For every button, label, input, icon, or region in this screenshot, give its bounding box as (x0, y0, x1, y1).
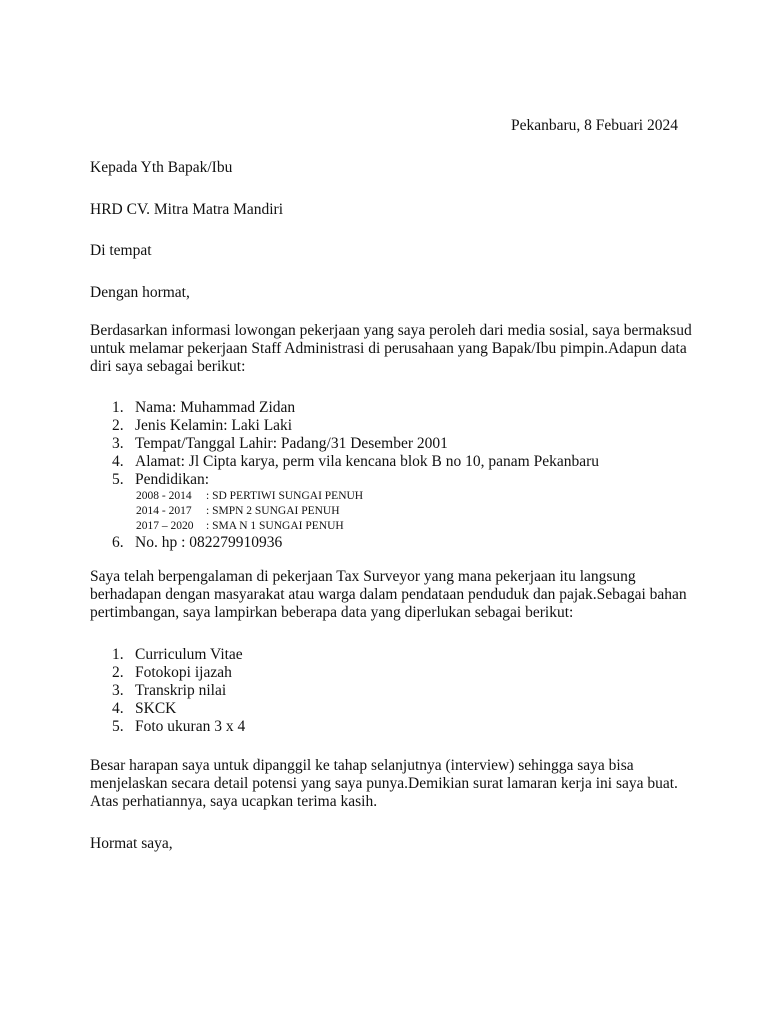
education-years: 2017 – 2020 (136, 520, 194, 532)
personal-education-label: Pendidikan: (135, 471, 210, 488)
list-number: 2. (112, 417, 124, 434)
attachment-item: SKCK (135, 700, 177, 717)
personal-phone: No. hp : 082279910936 (135, 534, 283, 551)
recipient-location: Di tempat (90, 242, 152, 259)
attachment-item: Curriculum Vitae (135, 646, 243, 663)
personal-address: Alamat: Jl Cipta karya, perm vila kencana blok B no 10, panam Pekanbaru (135, 453, 600, 470)
education-years: 2014 - 2017 (136, 505, 192, 517)
list-number: 3. (112, 682, 124, 699)
personal-birth: Tempat/Tanggal Lahir: Padang/31 Desember 2001 (135, 435, 448, 452)
attachment-item: Fotokopi ijazah (135, 664, 232, 681)
experience-paragraph (90, 568, 690, 622)
education-years: 2008 - 2014 (136, 490, 192, 502)
intro-paragraph (90, 322, 690, 376)
list-number: 1. (112, 646, 124, 663)
attachment-item: Foto ukuran 3 x 4 (135, 718, 246, 735)
closing-line: Besar harapan saya untuk dipanggil ke tahap selanjutnya (interview) sehingga saya bisa (90, 757, 634, 774)
signoff: Hormat saya, (90, 835, 173, 852)
intro-line: diri saya sebagai berikut: (90, 358, 246, 375)
list-number: 1. (112, 399, 124, 416)
education-school: : SMPN 2 SUNGAI PENUH (206, 505, 340, 517)
greeting: Dengan hormat, (90, 284, 190, 301)
list-number: 2. (112, 664, 124, 681)
list-number: 5. (112, 718, 124, 735)
list-number: 5. (112, 471, 124, 488)
intro-line: Berdasarkan informasi lowongan pekerjaan yang saya peroleh dari media sosial, saya bermaksud (90, 322, 692, 339)
attachment-item: Transkrip nilai (135, 682, 227, 699)
experience-line: Saya telah berpengalaman di pekerjaan Tax Surveyor yang mana pekerjaan itu langsung (90, 568, 636, 585)
list-number: 3. (112, 435, 124, 452)
experience-line: pertimbangan, saya lampirkan beberapa data yang diperlukan sebagai berikut: (90, 604, 574, 621)
list-number: 6. (112, 534, 124, 551)
recipient-line-1: Kepada Yth Bapak/Ibu (90, 159, 233, 176)
education-school: : SMA N 1 SUNGAI PENUH (206, 520, 344, 532)
closing-paragraph (90, 757, 690, 811)
letter-date: Pekanbaru, 8 Febuari 2024 (510, 117, 678, 134)
closing-line: Atas perhatiannya, saya ucapkan terima kasih. (90, 793, 378, 810)
experience-line: berhadapan dengan masyarakat atau warga dalam pendataan penduduk dan pajak.Sebagai bahan (90, 586, 687, 603)
personal-name: Nama: Muhammad Zidan (135, 399, 296, 416)
personal-gender: Jenis Kelamin: Laki Laki (135, 417, 293, 434)
education-school: : SD PERTIWI SUNGAI PENUH (206, 490, 364, 502)
list-number: 4. (112, 453, 124, 470)
intro-line: untuk melamar pekerjaan Staff Administrasi di perusahaan yang Bapak/Ibu pimpin.Adapun data (90, 340, 687, 357)
recipient-company: HRD CV. Mitra Matra Mandiri (90, 201, 284, 218)
list-number: 4. (112, 700, 124, 717)
closing-line: menjelaskan secara detail potensi yang saya punya.Demikian surat lamaran kerja ini saya buat. (90, 775, 678, 792)
